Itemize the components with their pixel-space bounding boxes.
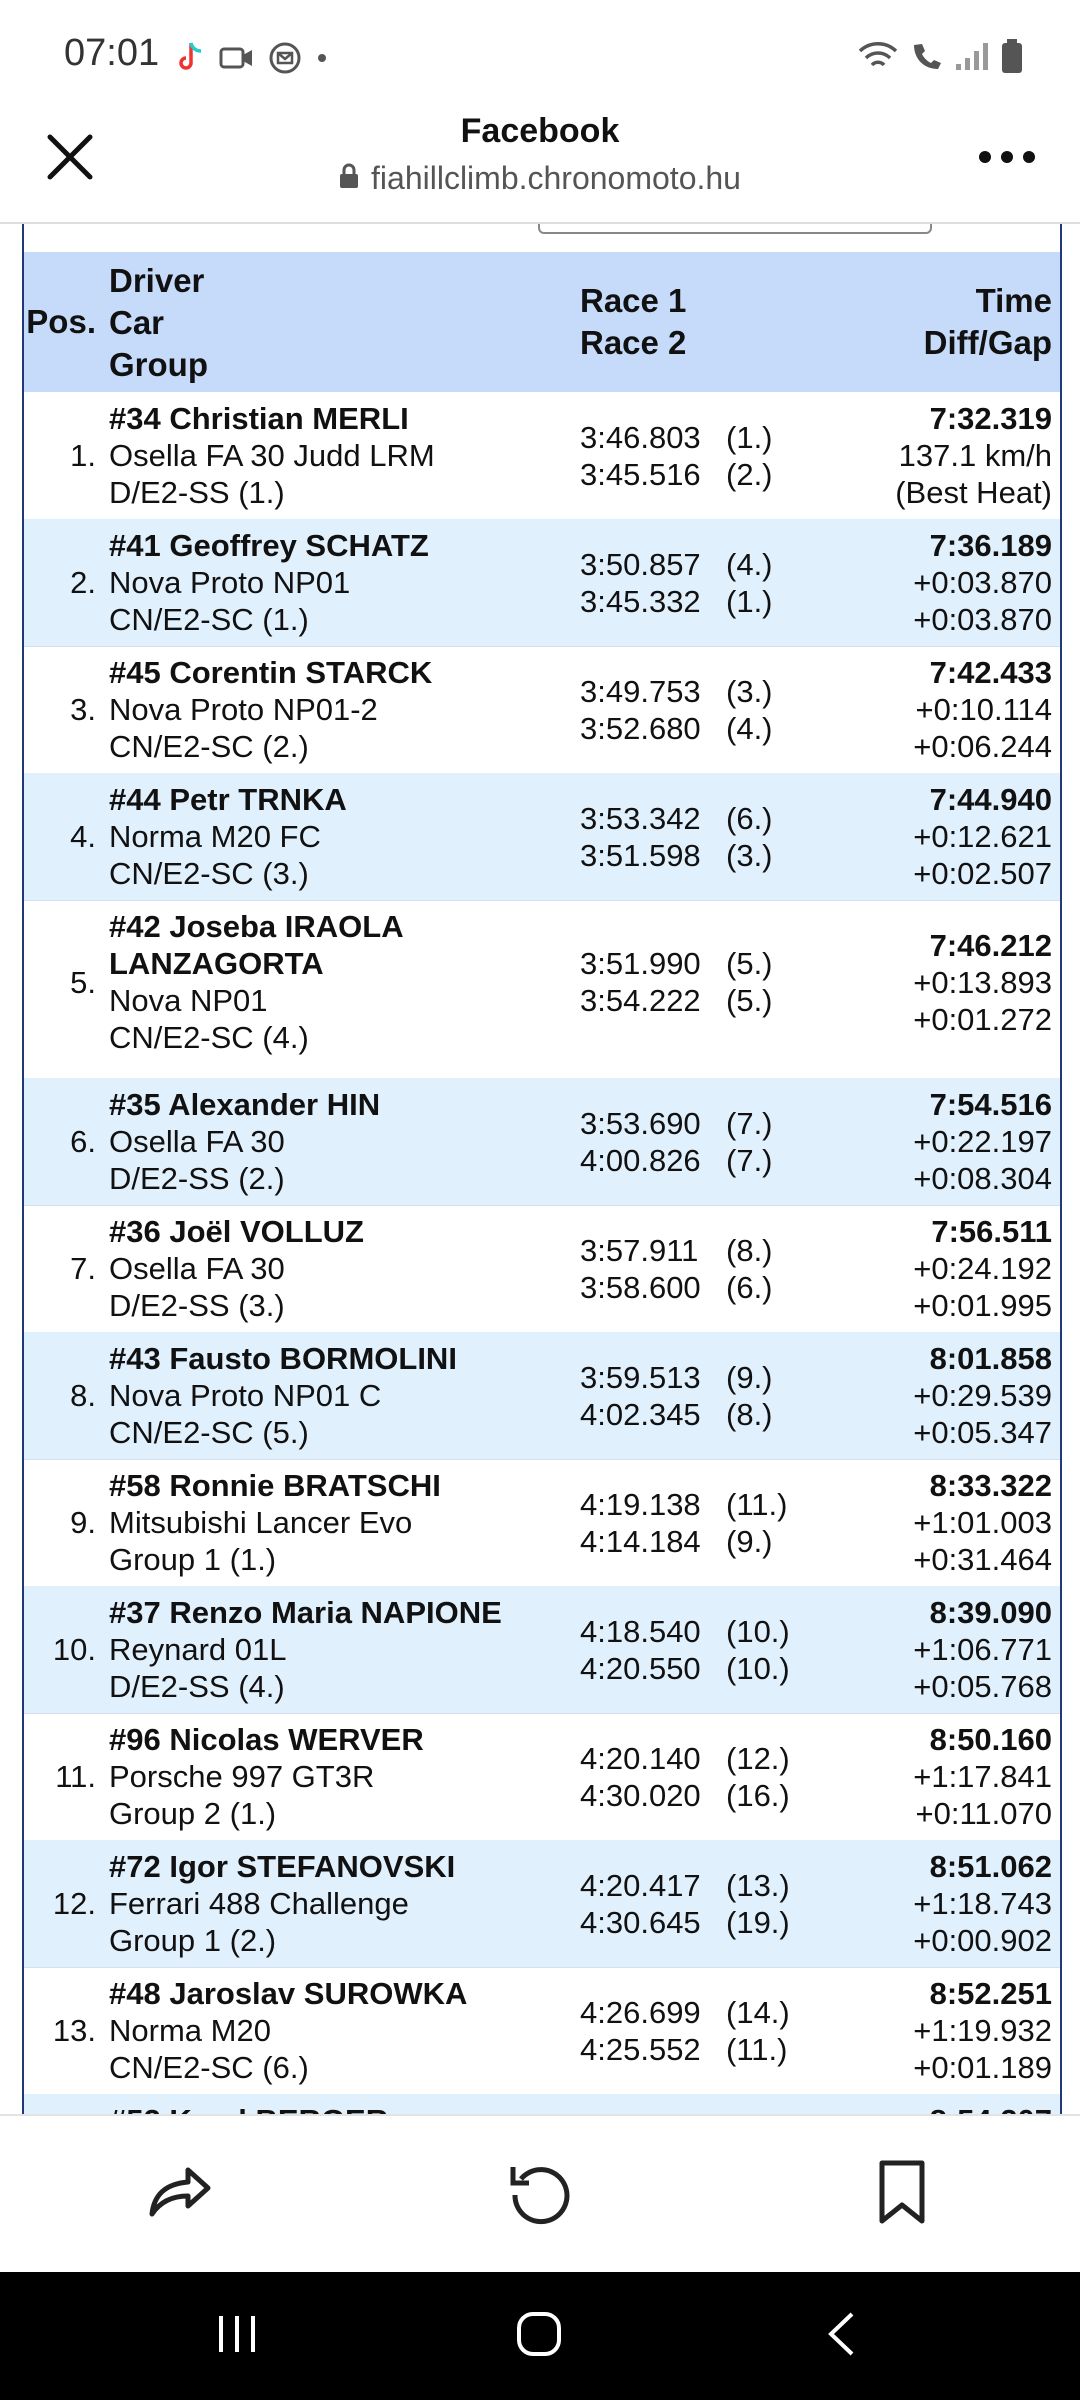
gap-value: +0:05.347 — [913, 1415, 1052, 1450]
driver-name: #96 Nicolas WERVER — [109, 1722, 424, 1757]
race2-time: 3:52.680 — [580, 710, 701, 746]
group-name: Group 1 (1.) — [109, 1542, 277, 1577]
gap-value: +0:01.189 — [913, 2050, 1052, 2085]
race2-time: 4:30.020 — [580, 1777, 701, 1813]
page-url[interactable]: fiahillclimb.chronomoto.hu — [371, 160, 741, 196]
diff-value: +0:24.192 — [913, 1251, 1052, 1286]
group-name: CN/E2-SC (1.) — [109, 602, 309, 637]
car-name: Osella FA 30 — [109, 1124, 285, 1159]
battery-icon — [1000, 38, 1024, 74]
driver-name: #35 Alexander HIN — [109, 1087, 381, 1122]
gap-value: +0:00.902 — [913, 1923, 1052, 1958]
car-name: Reynard 01L — [109, 1632, 287, 1667]
race1-time: 3:59.513 — [580, 1359, 701, 1395]
table-row — [24, 1332, 1060, 1460]
browser-toolbar — [0, 2114, 1080, 2274]
share-icon — [148, 2164, 212, 2225]
header-time — [924, 280, 1052, 364]
header-race2-label: Race 2 — [580, 324, 687, 361]
car-name: Ferrari 488 Challenge — [109, 1886, 409, 1921]
status-bar — [0, 0, 1080, 110]
race2-time: 3:58.600 — [580, 1269, 701, 1305]
driver-name: #72 Igor STEFANOVSKI — [109, 1849, 456, 1884]
race1-time: 4:19.138 — [580, 1486, 701, 1522]
race1-rank: (10.) — [726, 1613, 790, 1649]
header-gap-label: Diff/Gap — [923, 324, 1052, 361]
status-time: 07:01 — [64, 32, 160, 74]
wifi-icon — [858, 39, 898, 73]
group-name: D/E2-SS (2.) — [109, 1161, 285, 1196]
header-car-label: Car — [109, 304, 165, 341]
lock-icon — [339, 163, 359, 194]
race1-rank: (11.) — [726, 1486, 788, 1522]
total-time: 7:54.516 — [929, 1087, 1052, 1122]
position-cell: 7. — [70, 1251, 96, 1286]
total-time: 8:33.322 — [929, 1468, 1052, 1503]
bookmark-button[interactable] — [862, 2154, 942, 2234]
table-row — [24, 519, 1060, 647]
driver-name: #58 Ronnie BRATSCHI — [109, 1468, 441, 1503]
race2-rank: (1.) — [726, 583, 773, 619]
group-name: CN/E2-SC (4.) — [109, 1020, 309, 1055]
car-name: Osella FA 30 Judd LRM — [109, 438, 435, 473]
race1-rank: (1.) — [726, 419, 773, 455]
gap-value: +0:05.768 — [913, 1669, 1052, 1704]
notification-icons — [175, 38, 329, 78]
total-time: 7:36.189 — [929, 528, 1052, 563]
car-name: Nova Proto NP01 — [109, 565, 351, 600]
wifi-call-icon — [908, 39, 944, 73]
race2-rank: (19.) — [726, 1904, 790, 1940]
gap-value: +0:08.304 — [913, 1161, 1052, 1196]
gap-value: +0:03.870 — [913, 602, 1052, 637]
group-name: D/E2-SS (4.) — [109, 1669, 285, 1704]
header-race1-label: Race 1 — [580, 282, 687, 319]
total-time: 7:42.433 — [929, 655, 1052, 690]
race2-rank: (10.) — [726, 1650, 790, 1686]
total-time: 7:32.319 — [929, 401, 1052, 436]
bookmark-icon — [878, 2159, 926, 2230]
diff-value: +0:29.539 — [913, 1378, 1052, 1413]
more-icon — [977, 149, 1037, 170]
position-cell: 3. — [70, 692, 96, 727]
race2-time: 4:30.645 — [580, 1904, 701, 1940]
race1-rank: (8.) — [726, 1232, 773, 1268]
race2-rank: (5.) — [726, 983, 773, 1018]
race1-time: 4:20.417 — [580, 1867, 701, 1903]
gap-value: +0:06.244 — [913, 729, 1052, 764]
group-name: CN/E2-SC (5.) — [109, 1415, 309, 1450]
race1-rank: (9.) — [726, 1359, 773, 1395]
race2-rank: (6.) — [726, 1269, 773, 1305]
position-cell: 8. — [70, 1378, 96, 1413]
header-driver — [109, 260, 208, 386]
diff-value: +1:06.771 — [913, 1632, 1052, 1667]
race1-time: 3:51.990 — [580, 946, 701, 981]
total-time: 7:46.212 — [929, 927, 1052, 963]
position-cell: 6. — [70, 1124, 96, 1159]
page-title: Facebook — [460, 112, 620, 150]
home-button[interactable] — [494, 2296, 584, 2376]
car-name: Nova Proto NP01-2 — [109, 692, 378, 727]
race2-time: 4:25.552 — [580, 2031, 701, 2067]
group-name: Group 1 (2.) — [109, 1923, 277, 1958]
table-row — [24, 1078, 1060, 1206]
driver-name: #45 Corentin STARCK — [109, 655, 433, 690]
header-race — [580, 280, 686, 364]
table-row — [24, 646, 1060, 774]
position-cell: 11. — [55, 1759, 96, 1794]
total-time: 7:56.511 — [931, 1214, 1052, 1249]
group-name: CN/E2-SC (2.) — [109, 729, 309, 764]
diff-value: +0:22.197 — [913, 1124, 1052, 1159]
system-icons — [858, 36, 1024, 76]
race2-time: 3:45.516 — [580, 456, 701, 492]
race2-time: 4:00.826 — [580, 1142, 701, 1178]
header-pos: Pos. — [26, 303, 96, 340]
race2-rank: (2.) — [726, 456, 773, 492]
race1-rank: (5.) — [726, 946, 773, 981]
driver-name: #48 Jaroslav SUROWKA — [109, 1976, 468, 2011]
total-time: 8:51.062 — [929, 1849, 1052, 1884]
gap-value: +0:02.507 — [913, 856, 1052, 891]
signal-icon — [954, 40, 990, 72]
group-name: CN/E2-SC (6.) — [109, 2050, 309, 2085]
race1-rank: (6.) — [726, 800, 773, 836]
group-name: D/E2-SS (3.) — [109, 1288, 285, 1323]
table-row — [24, 773, 1060, 901]
diff-value: +0:12.621 — [913, 819, 1052, 854]
table-header — [24, 252, 1060, 392]
diff-value: +1:01.003 — [913, 1505, 1052, 1540]
diff-value: +1:19.932 — [913, 2013, 1052, 2048]
race1-time: 3:57.911 — [580, 1232, 699, 1268]
race1-time: 3:46.803 — [580, 419, 701, 455]
tiktok-icon — [175, 41, 205, 75]
group-name: Group 2 (1.) — [109, 1796, 277, 1831]
race1-rank: (13.) — [726, 1867, 790, 1903]
race2-time: 4:02.345 — [580, 1396, 701, 1432]
total-time: 8:52.251 — [929, 1976, 1052, 2011]
race1-rank: (14.) — [726, 1994, 790, 2030]
race2-rank: (9.) — [726, 1523, 773, 1559]
recents-button[interactable] — [192, 2296, 282, 2376]
gap-value: +0:01.272 — [913, 1001, 1052, 1037]
race1-rank: (4.) — [726, 546, 773, 582]
car-name: Nova Proto NP01 C — [109, 1378, 382, 1413]
header-group-label: Group — [109, 346, 208, 383]
driver-name: #43 Fausto BORMOLINI — [109, 1341, 457, 1376]
car-name: Norma M20 — [109, 2013, 271, 2048]
header-time-label: Time — [975, 282, 1052, 319]
gap-value: +0:01.995 — [913, 1288, 1052, 1323]
race1-time: 3:49.753 — [580, 673, 701, 709]
diff-value: 137.1 km/h — [898, 438, 1052, 473]
more-options-button[interactable] — [972, 124, 1042, 194]
table-row — [24, 1713, 1060, 1841]
car-name: Mitsubishi Lancer Evo — [109, 1505, 413, 1540]
total-time: 8:50.160 — [929, 1722, 1052, 1757]
back-icon — [826, 2311, 856, 2362]
race2-time: 3:54.222 — [580, 983, 701, 1018]
race1-time: 4:18.540 — [580, 1613, 701, 1649]
gap-value: +0:11.070 — [915, 1796, 1052, 1831]
race1-time: 4:26.699 — [580, 1994, 701, 2030]
position-cell: 10. — [52, 1632, 96, 1667]
mail-icon — [269, 42, 301, 74]
race1-time: 3:53.690 — [580, 1105, 701, 1141]
table-row — [24, 1967, 1060, 2095]
car-name: Nova NP01 — [109, 983, 268, 1018]
car-name: Osella FA 30 — [109, 1251, 285, 1286]
video-icon — [219, 43, 255, 73]
race2-rank: (16.) — [726, 1777, 790, 1813]
position-cell: 9. — [70, 1505, 96, 1540]
race2-rank: (4.) — [726, 710, 773, 746]
table-row — [24, 900, 1060, 1079]
position-cell: 1. — [70, 438, 96, 473]
driver-name: #42 Joseba IRAOLA — [109, 909, 404, 944]
race1-time: 3:50.857 — [580, 546, 701, 582]
reload-button[interactable] — [500, 2154, 580, 2234]
results-table — [22, 224, 1062, 2124]
car-name: Porsche 997 GT3R — [109, 1759, 375, 1794]
diff-value: +0:03.870 — [913, 565, 1052, 600]
driver-name: #41 Geoffrey SCHATZ — [109, 528, 429, 563]
browser-header — [0, 110, 1080, 224]
position-cell: 5. — [70, 964, 96, 1000]
race1-rank: (12.) — [726, 1740, 790, 1776]
diff-value: +1:17.841 — [913, 1759, 1052, 1794]
url-row — [0, 160, 1080, 197]
system-nav-bar — [0, 2272, 1080, 2400]
position-cell: 13. — [52, 2013, 96, 2048]
diff-value: +1:18.743 — [913, 1886, 1052, 1921]
table-row — [24, 1459, 1060, 1587]
total-time: 7:44.940 — [929, 782, 1052, 817]
gap-value: (Best Heat) — [895, 475, 1052, 510]
diff-value: +0:13.893 — [913, 964, 1052, 1000]
position-cell: 2. — [70, 565, 96, 600]
reload-icon — [507, 2159, 573, 2230]
driver-name: #36 Joël VOLLUZ — [109, 1214, 364, 1249]
table-row — [24, 392, 1060, 520]
race1-rank: (7.) — [726, 1105, 773, 1141]
race2-rank: (3.) — [726, 837, 773, 873]
web-content[interactable] — [0, 224, 1080, 2114]
position-cell: 4. — [70, 819, 96, 854]
diff-value: +0:10.114 — [915, 692, 1052, 727]
race2-rank: (8.) — [726, 1396, 773, 1432]
driver-name-cont: LANZAGORTA — [109, 946, 324, 981]
driver-name: #44 Petr TRNKA — [109, 782, 347, 817]
race2-time: 3:45.332 — [580, 583, 701, 619]
race2-time: 3:51.598 — [580, 837, 701, 873]
gap-value: +0:31.464 — [913, 1542, 1052, 1577]
back-button[interactable] — [796, 2296, 886, 2376]
recents-icon — [215, 2314, 259, 2359]
race2-rank: (7.) — [726, 1142, 773, 1178]
driver-name: #37 Renzo Maria NAPIONE — [109, 1595, 502, 1630]
race2-time: 4:20.550 — [580, 1650, 701, 1686]
race1-time: 3:53.342 — [580, 800, 701, 836]
driver-name: #34 Christian MERLI — [109, 401, 409, 436]
total-time: 8:01.858 — [929, 1341, 1052, 1376]
race2-rank: (11.) — [726, 2031, 788, 2067]
position-cell: 12. — [52, 1886, 96, 1921]
share-button[interactable] — [140, 2154, 220, 2234]
table-row — [24, 1840, 1060, 1968]
table-row — [24, 1205, 1060, 1333]
race2-time: 4:14.184 — [580, 1523, 701, 1559]
group-name: D/E2-SS (1.) — [109, 475, 285, 510]
group-name: CN/E2-SC (3.) — [109, 856, 309, 891]
car-name: Norma M20 FC — [109, 819, 321, 854]
total-time: 8:39.090 — [929, 1595, 1052, 1630]
home-icon — [516, 2311, 562, 2362]
race1-time: 4:20.140 — [580, 1740, 701, 1776]
race1-rank: (3.) — [726, 673, 773, 709]
table-row — [24, 1586, 1060, 1714]
dot-icon — [315, 51, 329, 65]
header-driver-label: Driver — [109, 262, 205, 299]
